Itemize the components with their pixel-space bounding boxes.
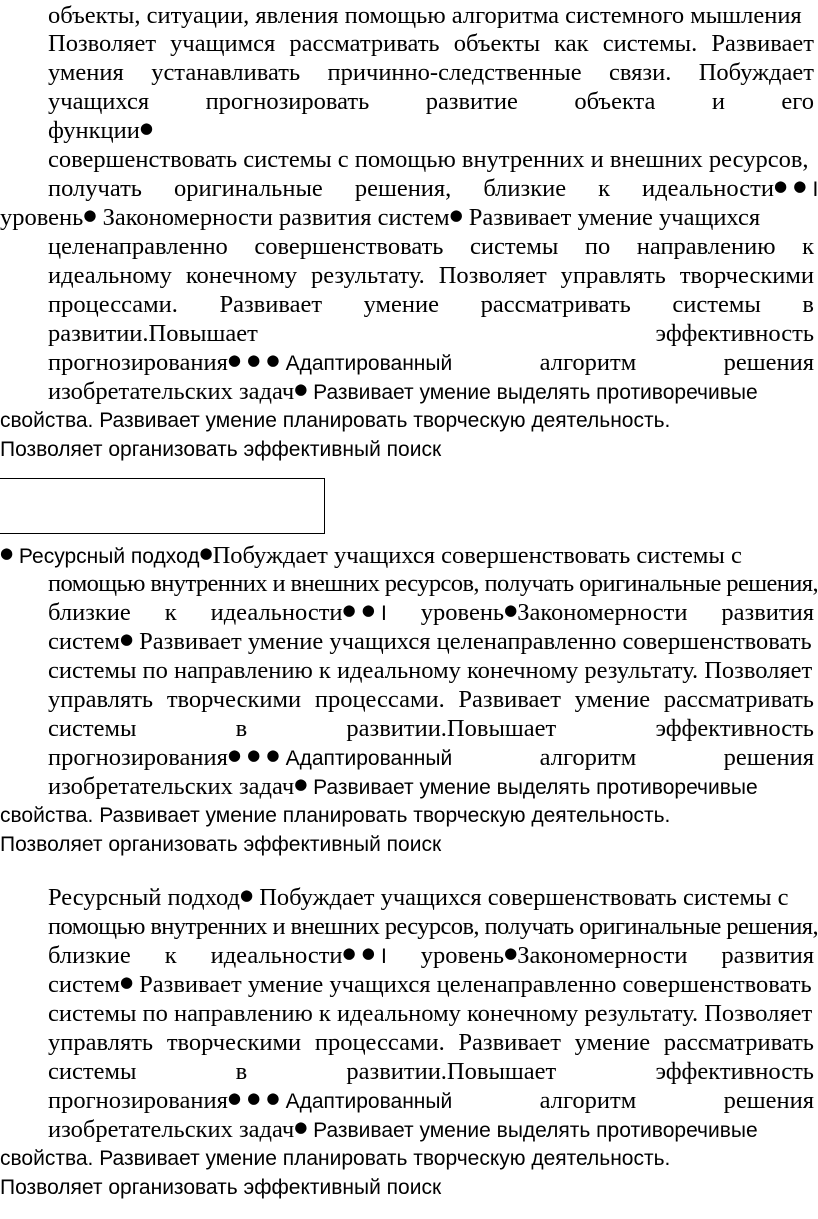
bullet-icon: ●: [342, 944, 356, 962]
word: к: [802, 233, 814, 260]
bullet-icon: ●: [342, 601, 356, 619]
bullet-icon: ●: [294, 775, 308, 793]
paragraph-line: изобретательских задач● Развивает умение выделять противоречивые: [48, 773, 758, 800]
word: развитие: [425, 88, 518, 115]
word: системы: [48, 715, 137, 742]
paragraph-line: [48, 291, 814, 319]
word: Развивает: [458, 1029, 561, 1056]
word: управлять: [48, 686, 154, 713]
word: системы: [48, 1058, 137, 1085]
word: Позволяет: [438, 262, 547, 289]
paragraph-line: близкие к идеальности● ● I уровень●Закономерности развития: [48, 942, 814, 969]
empty-frame: [0, 478, 325, 534]
paragraph-line: совершенствовать системы с помощью внутренних и внешних ресурсов,: [48, 146, 809, 173]
word: системы: [672, 291, 761, 318]
paragraph-line: [48, 1058, 814, 1086]
bullet-icon: ●: [361, 944, 375, 962]
paragraph-line: свойства. Развивает умение планировать творческую деятельность.: [0, 1147, 671, 1170]
bullet-icon: ●: [227, 1089, 242, 1107]
paragraph-line: ● Ресурсный подход●Побуждает учащихся совершенствовать системы с: [0, 542, 742, 569]
word: получать: [48, 175, 142, 202]
paragraph-line: [48, 233, 814, 261]
word: в: [235, 715, 248, 742]
paragraph-line: систем● Развивает умение учащихся целенаправленно совершенствовать: [48, 971, 812, 998]
word: связи.: [609, 59, 672, 86]
word: управлять: [48, 1029, 154, 1056]
word: умение: [363, 291, 440, 318]
bullet-icon: ●: [294, 1118, 308, 1136]
word: целенаправленно: [48, 233, 228, 260]
word: идеальному: [48, 262, 172, 289]
word: оригинальные: [173, 175, 323, 202]
paragraph-line: свойства. Развивает умение планировать творческую деятельность.: [0, 804, 671, 827]
paragraph-line: [48, 59, 814, 87]
bullet-icon: ●: [294, 380, 308, 398]
word: развитии.Повышает: [346, 715, 557, 742]
bullet-icon: ●: [361, 601, 375, 619]
paragraph-line: [48, 320, 814, 348]
word: умение: [574, 686, 651, 713]
bullet-icon: ●: [247, 351, 261, 369]
word: решения,: [354, 175, 452, 202]
word: процессами.: [314, 1029, 445, 1056]
paragraph-line: [48, 715, 814, 743]
bullet-icon: ●: [239, 886, 254, 904]
word: учащихся: [48, 88, 150, 115]
bullet-icon: ●: [266, 1089, 280, 1107]
word: как: [554, 30, 589, 57]
bullet-icon: ●: [139, 119, 153, 137]
paragraph-line: [48, 686, 814, 714]
paragraph-line: системы по направлению к идеальному конечному результату. Позволяет: [48, 657, 813, 684]
paragraph-line: помощью внутренних и внешних ресурсов, получать оригинальные решения,: [48, 570, 818, 597]
word: Развивает: [711, 30, 814, 57]
word: рассматривать: [480, 291, 631, 318]
paragraph-line: уровень● Закономерности развития систем● Развивает умение учащихся: [0, 204, 761, 231]
bullet-icon: ●: [199, 544, 213, 562]
word: рассматривать: [289, 30, 440, 57]
paragraph-line: прогнозирования● ● ● Адаптированный алгоритм решения: [48, 744, 814, 771]
word: творческими: [166, 1029, 302, 1056]
paragraph-line: функции●: [48, 117, 153, 144]
word: Развивает: [458, 686, 561, 713]
word: Позволяет: [48, 30, 157, 57]
bullet-icon: ●: [83, 206, 97, 224]
word: Развивает: [219, 291, 323, 318]
bullet-icon: ●: [227, 746, 242, 764]
bullet-icon: ●: [247, 1089, 261, 1107]
word: к: [598, 175, 611, 202]
paragraph-line: объекты, ситуации, явления помощью алгоритма системного мышления: [48, 2, 802, 29]
paragraph-line: получать оригинальные решения, близкие к идеальности ● ● I: [48, 175, 818, 202]
word: творческими: [166, 686, 302, 713]
bullet-icon: ●: [227, 351, 242, 369]
word: причинно-следственные: [327, 59, 582, 86]
word: эффективность: [655, 1058, 814, 1085]
paragraph-line: изобретательских задач● Развивает умение выделять противоречивые: [48, 378, 758, 405]
word: системы: [469, 233, 559, 260]
bullet-icon: ●: [266, 746, 280, 764]
word: в: [802, 291, 814, 318]
word: эффективность: [655, 715, 814, 742]
paragraph-line: систем● Развивает умение учащихся целенаправленно совершенствовать: [48, 628, 812, 655]
paragraph-line: Позволяет организовать эффективный поиск: [0, 1176, 442, 1199]
word: идеальности: [642, 175, 774, 202]
bullet-icon: ●: [119, 630, 134, 648]
word: устанавливать: [151, 59, 301, 86]
paragraph-line: Позволяет организовать эффективный поиск: [0, 438, 442, 461]
bullet-icon: ●: [504, 944, 518, 962]
paragraph-line: изобретательских задач● Развивает умение выделять противоречивые: [48, 1116, 758, 1143]
paragraph-line: системы по направлению к идеальному конечному результату. Позволяет: [48, 1000, 813, 1027]
paragraph-line: прогнозирования● ● ● Адаптированный алгоритм решения: [48, 1087, 814, 1114]
word: процессами.: [314, 686, 445, 713]
bullet-icon: ●: [449, 206, 463, 224]
word: системы.: [602, 30, 698, 57]
word: направлению: [636, 233, 776, 260]
word: и: [711, 88, 725, 115]
paragraph-line: [48, 88, 814, 116]
word: конечному: [185, 262, 298, 289]
bullet-icon: ●: [247, 746, 261, 764]
paragraph-line: прогнозирования● ● ● Адаптированный алгоритм решения: [48, 349, 814, 376]
word: развитии.Повышает: [48, 320, 258, 347]
word: Побуждает: [698, 59, 814, 86]
word: рассматривать: [663, 686, 814, 713]
bullet-icon: ●: [0, 544, 14, 562]
bullet-icon: ●: [504, 601, 518, 619]
word: творческими: [679, 262, 814, 289]
word: развитии.Повышает: [346, 1058, 557, 1085]
word: совершенствовать: [254, 233, 444, 260]
word: умение: [574, 1029, 651, 1056]
bullet-icon: ●: [774, 177, 788, 195]
word: в: [235, 1058, 248, 1085]
word: учащимся: [170, 30, 276, 57]
word: рассматривать: [663, 1029, 814, 1056]
word: его: [781, 88, 814, 115]
word: по: [584, 233, 611, 260]
paragraph-line: [48, 30, 814, 58]
word: объекты: [453, 30, 541, 57]
paragraph-line: [48, 262, 814, 290]
word: объекта: [574, 88, 656, 115]
paragraph-line: свойства. Развивает умение планировать творческую деятельность.: [0, 409, 671, 432]
paragraph-line: Ресурсный подход● Побуждает учащихся совершенствовать системы с: [48, 884, 789, 911]
word: близкие: [483, 175, 567, 202]
paragraph-line: помощью внутренних и внешних ресурсов, получать оригинальные решения,: [48, 913, 818, 940]
word: результату.: [311, 262, 425, 289]
paragraph-line: близкие к идеальности● ● I уровень●Закономерности развития: [48, 599, 814, 626]
word: управлять: [560, 262, 666, 289]
word: прогнозировать: [205, 88, 370, 115]
word: процессами.: [48, 291, 178, 318]
word: умения: [48, 59, 124, 86]
paragraph-line: Позволяет организовать эффективный поиск: [0, 833, 442, 856]
bullet-icon: ●: [266, 351, 280, 369]
paragraph-line: [48, 1029, 814, 1057]
word: эффективность: [655, 320, 814, 347]
bullet-icon: ●: [793, 177, 807, 195]
bullet-icon: ●: [119, 973, 134, 991]
